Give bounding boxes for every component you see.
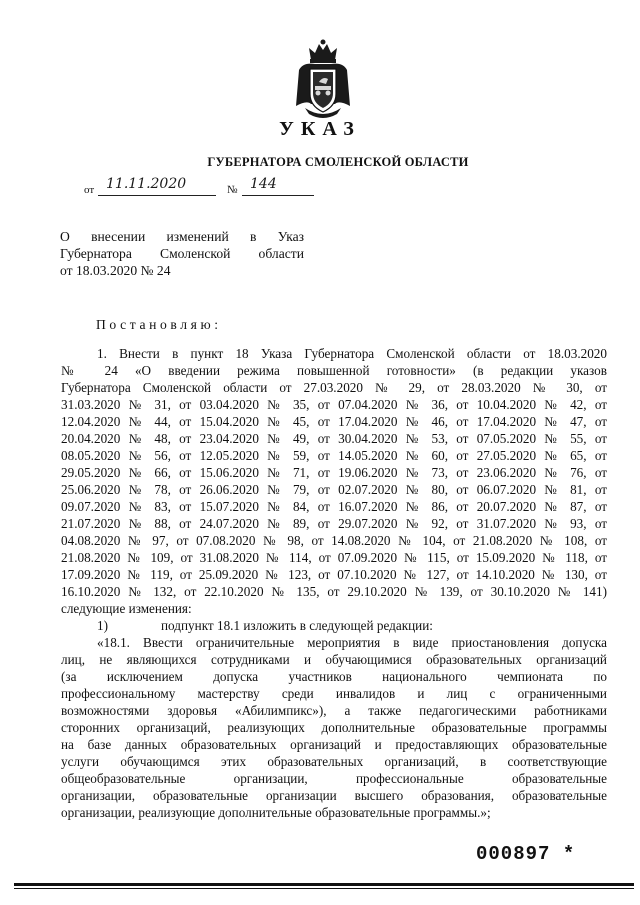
decree-subtitle: ГУБЕРНАТОРА СМОЛЕНСКОЙ ОБЛАСТИ xyxy=(207,155,469,169)
subject-line: О внесении изменений в Указ xyxy=(60,229,304,244)
quote-line: «18.1. Ввести ограничительные мероприятия в виде приостановления допуска xyxy=(97,635,607,650)
body-line: 31.03.2020 № 31, от 03.04.2020 № 35, от 07.04.2020 № 36, от 10.04.2020 № 42, от xyxy=(61,397,607,412)
decree-subject xyxy=(60,228,304,280)
body-line: № 24 «О введении режима повышенной готовности» (в редакции указов xyxy=(61,363,607,378)
date-label: от xyxy=(84,184,95,196)
body-line: 29.05.2020 № 66, от 15.06.2020 № 71, от 19.06.2020 № 73, от 23.06.2020 № 76, от xyxy=(61,465,607,480)
decree-body xyxy=(61,345,607,821)
date-value: 11.11.2020 xyxy=(106,176,187,192)
quote-line: профессиональному мастерству среди инвалидов и лиц с ограниченными xyxy=(61,686,607,701)
document-serial-number: 000897 * xyxy=(476,843,576,865)
body-line: 21.07.2020 № 88, от 24.07.2020 № 89, от 29.07.2020 № 92, от 31.07.2020 № 93, от xyxy=(61,516,607,531)
date-underline xyxy=(98,195,216,196)
decree-title: УКАЗ xyxy=(279,118,361,140)
quote-line: сторонних организаций, реализующих дополнительные образовательные программы xyxy=(61,720,607,735)
body-line: 16.10.2020 № 132, от 22.10.2020 № 135, от 29.10.2020 № 139, от 30.10.2020 № 141) xyxy=(61,584,607,599)
body-line: 08.05.2020 № 56, от 12.05.2020 № 59, от 14.05.2020 № 60, от 27.05.2020 № 65, от xyxy=(61,448,607,463)
subitem-number: 1) xyxy=(97,618,108,633)
body-line: 21.08.2020 № 109, от 31.08.2020 № 114, от 07.09.2020 № 115, от 15.09.2020 № 118, от xyxy=(61,550,607,565)
body-line: 04.08.2020 № 97, от 07.08.2020 № 98, от 14.08.2020 № 104, от 21.08.2020 № 108, от xyxy=(61,533,607,548)
date-number-line xyxy=(84,178,314,200)
number-value: 144 xyxy=(250,176,277,192)
body-line: 12.04.2020 № 44, от 15.04.2020 № 45, от 17.04.2020 № 46, от 17.04.2020 № 47, от xyxy=(61,414,607,429)
body-line: 20.04.2020 № 48, от 23.04.2020 № 49, от 30.04.2020 № 53, от 07.05.2020 № 55, от xyxy=(61,431,607,446)
footer-rule xyxy=(14,883,634,886)
subitem-line xyxy=(61,617,607,634)
body-line: Губернатора Смоленской области от 27.03.2020 № 29, от 28.03.2020 № 30, от xyxy=(61,380,607,395)
body-line: 09.07.2020 № 83, от 15.07.2020 № 84, от 16.07.2020 № 86, от 20.07.2020 № 87, от xyxy=(61,499,607,514)
quote-line: организации, образовательные организации высшего образования, образовательные xyxy=(61,788,607,803)
quote-line: на базе данных образовательных организаций и предоставляющих образовательные xyxy=(61,737,607,752)
body-line: следующие изменения: xyxy=(61,601,192,616)
quote-line: лиц, не являющихся сотрудниками и обучающимися образовательных организаций xyxy=(61,652,607,667)
decree-word: Постановляю: xyxy=(96,317,222,332)
quote-line: услуги обучающимся этих образовательных организаций, в соответствующие xyxy=(61,754,607,769)
quote-line: организации, реализующие дополнительные образовательные программы.»; xyxy=(61,805,491,820)
body-line: 1. Внести в пункт 18 Указа Губернатора Смоленской области от 18.03.2020 xyxy=(97,346,607,361)
number-underline xyxy=(242,195,314,196)
subject-line: Губернатора Смоленской области xyxy=(60,246,304,262)
body-line: 25.06.2020 № 78, от 26.06.2020 № 79, от 02.07.2020 № 80, от 06.07.2020 № 81, от xyxy=(61,482,607,497)
quote-line: общеобразовательные организации, профессиональные образовательные xyxy=(61,771,607,786)
subitem-text: подпункт 18.1 изложить в следующей редакции: xyxy=(161,618,433,633)
coat-of-arms-emblem xyxy=(293,38,353,120)
quote-line: (за исключением допуска участников национального чемпионата по xyxy=(61,669,607,684)
footer-rule-thin xyxy=(14,888,634,889)
quote-line: возможностями здоровья «Абилимпикс»), а также педагогическими работниками xyxy=(61,703,607,718)
subject-line: от 18.03.2020 № 24 xyxy=(60,263,171,279)
number-label: № xyxy=(227,184,238,196)
body-line: 17.09.2020 № 119, от 25.09.2020 № 123, от 07.10.2020 № 127, от 14.10.2020 № 130, от xyxy=(61,567,607,582)
